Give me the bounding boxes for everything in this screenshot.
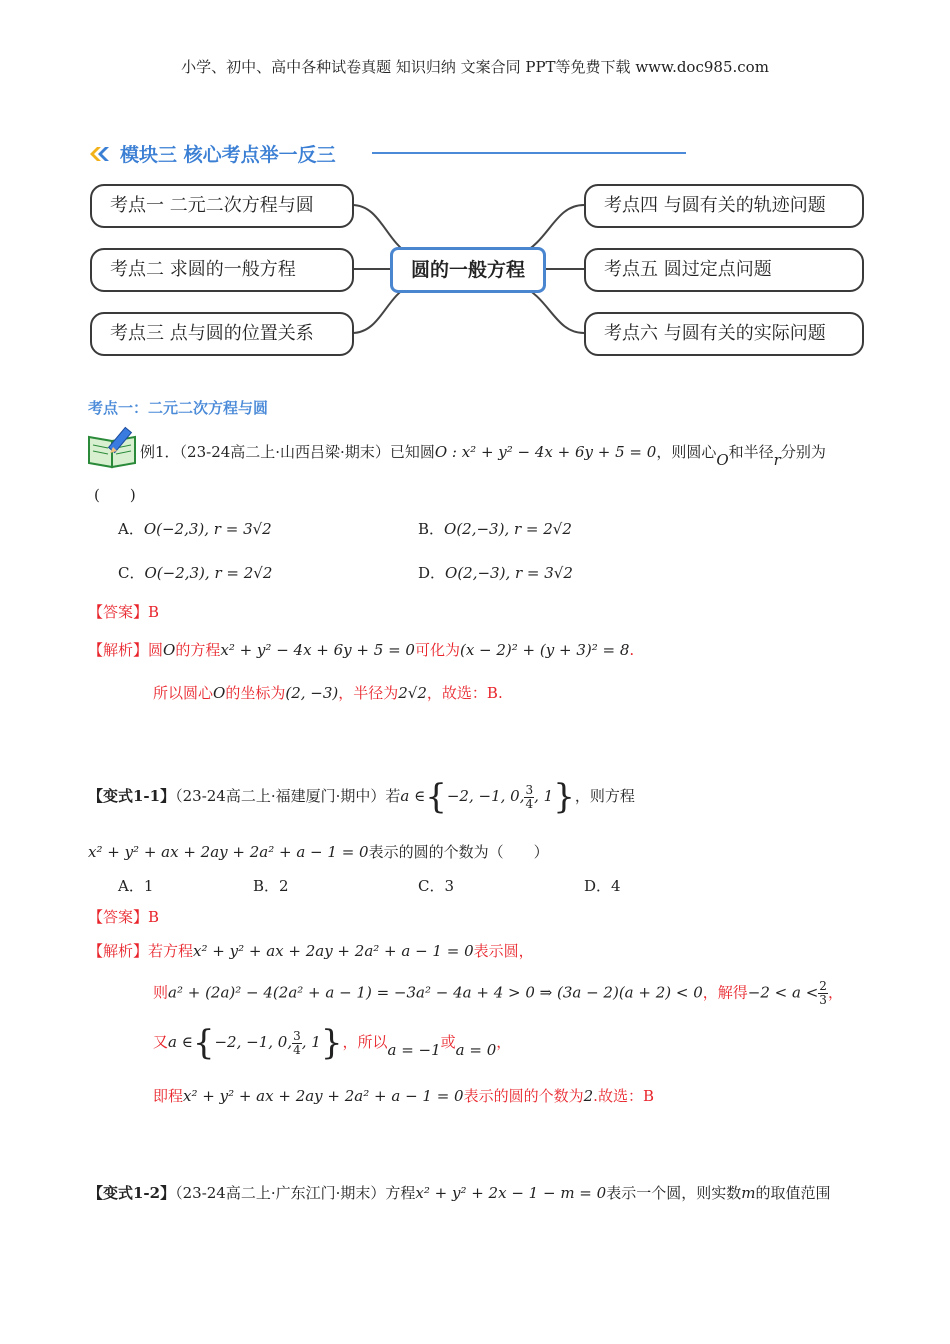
math: a ∈	[400, 787, 426, 805]
answer-label: 【答案】	[88, 908, 149, 926]
math: (2, −3)	[285, 684, 339, 702]
option-value: 1	[143, 877, 154, 895]
example-source: （23-24高二上·山西吕梁·期末）已知圆	[179, 443, 435, 461]
text: 表示的圆的个数为	[463, 1087, 584, 1105]
math: , 1	[301, 1033, 321, 1051]
example-label: 例1．	[140, 443, 180, 461]
math: 2	[583, 1087, 594, 1105]
text: ，	[827, 983, 843, 1002]
frac-den: 4	[525, 796, 534, 811]
text: ，半径为	[338, 684, 399, 702]
answer-line	[88, 906, 159, 927]
variant-label: 【变式1-2】	[88, 1184, 176, 1202]
mindmap-center: 圆的一般方程	[390, 247, 546, 293]
frac-num: 3	[525, 782, 534, 797]
analysis-line-1	[88, 639, 634, 660]
text: ，故选：B.	[426, 684, 503, 702]
option-value: 3	[444, 877, 455, 895]
text: 则	[153, 983, 169, 1002]
text: 所以圆心	[153, 684, 214, 702]
option-value: 4	[611, 877, 621, 895]
math: a = −1	[387, 1041, 441, 1059]
text: 表示的圆的个数为（ ）	[368, 843, 549, 861]
math: a ∈	[168, 1033, 193, 1051]
option-key: B．	[418, 520, 445, 538]
module-title: 模块三 核心考点举一反三	[120, 144, 336, 166]
analysis-line-2	[153, 682, 503, 703]
text: 可化为	[414, 641, 460, 659]
answer-value: B	[148, 908, 160, 926]
analysis-label: 【解析】	[88, 641, 149, 659]
text: 表示一个圆，则实数	[606, 1184, 742, 1202]
variant-1-2-question	[88, 1182, 830, 1203]
book-pencil-icon	[86, 425, 142, 469]
frac-den: 3	[819, 993, 827, 1007]
mindmap-node-left-1: 考点一 二元二次方程与圆	[90, 184, 354, 228]
math: 2√2	[398, 684, 427, 702]
math: O	[213, 684, 226, 702]
answer-label: 【答案】	[88, 603, 149, 621]
answer-parens: ( )	[94, 486, 136, 504]
section-title: 考点一：二元二次方程与圆	[88, 399, 269, 417]
math: (x − 2)² + (y + 3)² = 8	[459, 641, 630, 659]
answer-line	[88, 601, 159, 622]
mindmap-node-left-2: 考点二 求圆的一般方程	[90, 248, 354, 292]
text: 若方程	[148, 942, 194, 960]
frac-den: 4	[293, 1042, 301, 1057]
option-c	[118, 562, 272, 583]
math: x² + y² + ax + 2ay + 2a² + a − 1 = 0	[88, 843, 369, 861]
option-value: O(2,−3), r = 3√2	[445, 564, 573, 582]
option-value: O(−2,3), r = 3√2	[143, 520, 272, 538]
text: 圆	[148, 641, 164, 659]
math: m	[741, 1184, 756, 1202]
variant-source: （23-24高二上·福建厦门·期中）若	[175, 787, 401, 805]
text: 和半径	[728, 443, 774, 461]
math-o: O	[716, 451, 729, 469]
mindmap-node-right-1: 考点四 与圆有关的轨迹问题	[584, 184, 864, 228]
text: 分别为	[780, 443, 826, 461]
option-key: B．	[253, 877, 280, 895]
text: 即程	[153, 1087, 184, 1105]
option-d	[584, 875, 621, 896]
math: −2 < a <	[747, 983, 819, 1002]
math: −2, −1, 0,	[214, 1033, 293, 1051]
math: x² + y² + ax + 2ay + 2a² + a − 1 = 0	[193, 942, 474, 960]
option-a	[118, 875, 153, 896]
option-d	[418, 562, 573, 583]
math: , 1	[534, 787, 554, 805]
text: 的方程	[175, 641, 221, 659]
text: .	[629, 641, 635, 659]
math: O	[163, 641, 176, 659]
text: 表示圆，	[473, 942, 534, 960]
option-key: A．	[118, 520, 144, 538]
frac-num: 2	[819, 979, 827, 993]
variant-1-1-question: 【变式1-1】（23-24高二上·福建厦门·期中）若a ∈{−2, −1, 0, $\frac{3}{4}$ , 1}，则方程	[88, 777, 635, 817]
math: x² + y² − 4x + 6y + 5 = 0	[220, 641, 415, 659]
text: ，	[496, 1033, 512, 1051]
math: x² + y² + 2x − 1 − m = 0	[415, 1184, 607, 1202]
text: 或	[440, 1033, 456, 1051]
example-1-question	[140, 441, 826, 469]
option-b	[253, 875, 289, 896]
option-value: O(−2,3), r = 2√2	[144, 564, 273, 582]
option-key: D．	[584, 877, 612, 895]
math: −2, −1, 0,	[446, 787, 525, 805]
mindmap-node-right-3: 考点六 与圆有关的实际问题	[584, 312, 864, 356]
text: 的坐标为	[225, 684, 286, 702]
analysis-line-3: 又a ∈{−2, −1, 0, $\frac{3}{4}$ , 1}，所以a = −1或a = 0，	[153, 1023, 512, 1063]
text: ，解得	[702, 983, 748, 1002]
option-key: C．	[118, 564, 145, 582]
variant-source: （23-24高二上·广东江门·期末）方程	[175, 1184, 416, 1202]
math: a = 0	[455, 1041, 497, 1059]
option-key: A．	[118, 877, 144, 895]
text: .故选：B	[593, 1087, 654, 1105]
circle-equation: O : x² + y² − 4x + 6y + 5 = 0	[434, 443, 657, 461]
text: ，则方程	[574, 787, 635, 805]
text: ，所以	[342, 1033, 388, 1051]
frac-num: 3	[293, 1028, 301, 1043]
option-c	[418, 875, 454, 896]
math: x² + y² + ax + 2ay + 2a² + a − 1 = 0	[183, 1087, 464, 1105]
variant-1-1-equation	[88, 841, 549, 862]
page-header: 小学、初中、高中各种试卷真题 知识归纳 文案合同 PPT等免费下载 www.doc985.com	[181, 58, 769, 76]
text: 又	[153, 1033, 169, 1051]
mindmap-node-right-2: 考点五 圆过定点问题	[584, 248, 864, 292]
analysis-label: 【解析】	[88, 942, 149, 960]
option-value: O(2,−3), r = 2√2	[444, 520, 572, 538]
option-a	[118, 518, 272, 539]
analysis-line-2	[153, 980, 843, 1007]
analysis-line-1	[88, 940, 534, 961]
mindmap-node-left-3: 考点三 点与圆的位置关系	[90, 312, 354, 356]
answer-value: B	[148, 603, 160, 621]
option-key: C．	[418, 877, 445, 895]
math-r: r	[773, 451, 781, 469]
option-key: D．	[418, 564, 446, 582]
analysis-line-4	[153, 1085, 654, 1106]
variant-label: 【变式1-1】	[88, 787, 176, 805]
text: 的取值范围	[755, 1184, 831, 1202]
option-b	[418, 518, 572, 539]
math: a² + (2a)² − 4(2a² + a − 1) = −3a² − 4a + 4 > 0 ⇒ (3a − 2)(a + 2) < 0	[168, 983, 703, 1002]
text: ，则圆心	[656, 443, 717, 461]
option-value: 2	[279, 877, 289, 895]
